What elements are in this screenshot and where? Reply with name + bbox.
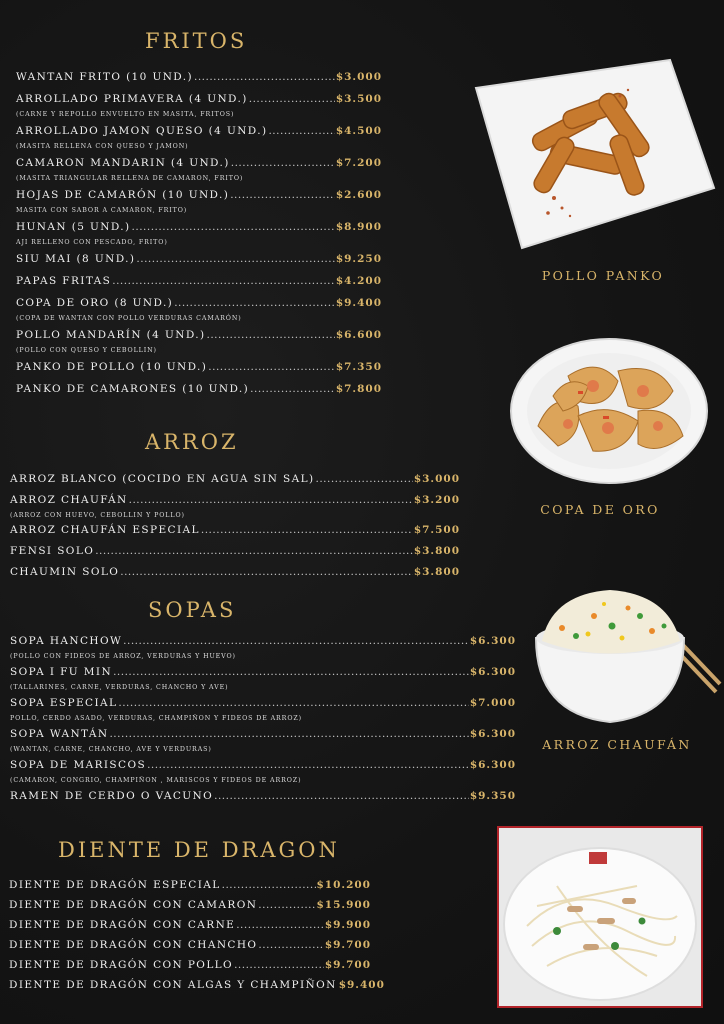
dot-leader	[231, 157, 335, 170]
arroz-chaufan-photo	[532, 586, 722, 726]
menu-item-price: $7.200	[335, 157, 382, 169]
menu-item-line	[16, 221, 382, 234]
menu-item-line	[16, 189, 382, 202]
menu-item-price: $9.900	[324, 919, 371, 931]
dot-leader	[109, 728, 468, 741]
menu-item	[9, 979, 385, 992]
menu-item-name: SOPA WANTÁN	[10, 728, 109, 740]
menu-item-line	[16, 275, 382, 288]
menu-item	[10, 473, 460, 486]
menu-item-price: $7.500	[413, 524, 460, 536]
menu-item-price: $3.200	[413, 494, 460, 506]
menu-item-price: $9.700	[324, 939, 371, 951]
menu-item-line	[16, 383, 382, 396]
dot-leader	[208, 361, 335, 374]
menu-item-name: COPA DE ORO (8 UND.)	[16, 297, 174, 309]
menu-item-price: $9.400	[335, 297, 382, 309]
dot-leader	[207, 329, 335, 342]
menu-item-name: DIENTE DE DRAGÓN CON CAMARON	[9, 899, 258, 911]
menu-item-price: $6.600	[335, 329, 382, 341]
menu-item	[16, 71, 382, 84]
menu-item-name: ARROLLADO PRIMAVERA (4 UND.)	[16, 93, 248, 105]
menu-item-price: $9.400	[338, 979, 385, 991]
menu-item-line	[9, 979, 385, 992]
dot-leader	[250, 383, 335, 396]
menu-item-line	[16, 329, 382, 342]
menu-item	[16, 221, 382, 247]
menu-item-line	[16, 71, 382, 84]
menu-item-line	[16, 157, 382, 170]
menu-item-price: $8.900	[335, 221, 382, 233]
menu-item	[9, 879, 371, 892]
menu-item-name: PANKO DE CAMARONES (10 UND.)	[16, 383, 250, 395]
menu-item-line	[10, 494, 460, 507]
menu-item-line	[10, 524, 460, 537]
dot-leader	[174, 297, 335, 310]
menu-item-price: $7.800	[335, 383, 382, 395]
menu-item	[9, 939, 371, 952]
menu-item-name: CAMARON MANDARIN (4 UND.)	[16, 157, 230, 169]
menu-item-price: $4.200	[335, 275, 382, 287]
menu-item-price: $15.900	[316, 899, 371, 911]
pollo-panko-caption: POLLO PANKO	[541, 268, 665, 283]
menu-item-line	[10, 697, 516, 710]
menu-item-name: SOPA I FU MIN	[10, 666, 113, 678]
dot-leader	[113, 666, 469, 679]
menu-item	[10, 566, 460, 579]
fritos-list	[16, 71, 382, 405]
menu-item-price: $6.300	[469, 635, 516, 647]
dot-leader	[214, 790, 469, 803]
dot-leader	[234, 959, 324, 972]
menu-item-line	[10, 545, 460, 558]
menu-item	[16, 93, 382, 119]
dot-leader	[258, 899, 315, 912]
menu-item	[16, 361, 382, 374]
menu-item-name: PANKO DE POLLO (10 UND.)	[16, 361, 208, 373]
dot-leader	[201, 524, 413, 537]
arroz-list	[10, 473, 460, 587]
diente-title: DIENTE DE DRAGON	[58, 838, 340, 862]
dot-leader	[112, 275, 335, 288]
menu-item-line	[9, 879, 371, 892]
menu-item	[9, 899, 371, 912]
menu-item-line	[16, 93, 382, 106]
dot-leader	[129, 494, 413, 507]
menu-item-name: FENSI SOLO	[10, 545, 95, 557]
menu-item-price: $7.350	[335, 361, 382, 373]
menu-item-line	[9, 939, 371, 952]
dot-leader	[249, 93, 335, 106]
menu-item-line	[16, 361, 382, 374]
menu-item-description: AJI RELLENO CON PESCADO, FRITO)	[16, 239, 168, 246]
menu-item-description: (WANTAN, CARNE, CHANCHO, AVE Y VERDURAS)	[10, 746, 212, 753]
menu-item-price: $3.800	[413, 566, 460, 578]
menu-item-name: SOPA ESPECIAL	[10, 697, 118, 709]
menu-item-line	[16, 297, 382, 310]
menu-item-name: WANTAN FRITO (10 UND.)	[16, 71, 193, 83]
menu-item-line	[10, 635, 516, 648]
menu-item-name: ARROZ CHAUFÁN	[10, 494, 128, 506]
sopas-list	[10, 635, 516, 811]
menu-item-line	[10, 790, 516, 803]
menu-item	[9, 919, 371, 932]
dot-leader	[118, 697, 468, 710]
diente-de-dragon-photo	[497, 826, 703, 1008]
dot-leader	[194, 71, 335, 84]
menu-item-name: HOJAS DE CAMARÓN (10 UND.)	[16, 189, 230, 201]
menu-item-name: POLLO MANDARÍN (4 UND.)	[16, 329, 206, 341]
menu-item-price: $6.300	[469, 728, 516, 740]
dot-leader	[95, 545, 413, 558]
menu-item-description: (CARNE Y REPOLLO ENVUELTO EN MASITA, FRITOS)	[16, 111, 235, 118]
menu-item-name: ARROLLADO JAMON QUESO (4 UND.)	[16, 125, 268, 137]
sopas-title: SOPAS	[148, 598, 237, 622]
menu-item-name: CHAUMIN SOLO	[10, 566, 120, 578]
diente-list	[9, 879, 385, 999]
dot-leader	[123, 635, 469, 648]
menu-item-name: RAMEN DE CERDO O VACUNO	[10, 790, 214, 802]
arroz-title: ARROZ	[145, 430, 239, 454]
menu-item-price: $3.500	[335, 93, 382, 105]
menu-item-name: ARROZ CHAUFÁN ESPECIAL	[10, 524, 200, 536]
menu-item	[10, 635, 516, 661]
menu-item	[10, 728, 516, 754]
menu-item	[16, 157, 382, 183]
copa-de-oro-photo	[508, 336, 710, 486]
menu-item-line	[9, 919, 371, 932]
menu-item-price: $3.000	[413, 473, 460, 485]
dot-leader	[268, 125, 334, 138]
menu-item-name: DIENTE DE DRAGÓN CON POLLO	[9, 959, 234, 971]
menu-item-price: $9.350	[469, 790, 516, 802]
menu-item-description: (CAMARON, CONGRIO, CHAMPIÑON , MARISCOS Y FIDEOS DE ARROZ)	[10, 777, 302, 784]
menu-item-name: DIENTE DE DRAGÓN ESPECIAL	[9, 879, 221, 891]
dot-leader	[132, 221, 335, 234]
menu-item	[10, 790, 516, 803]
menu-item	[10, 697, 516, 723]
menu-item-description: (COPA DE WANTAN CON POLLO VERDURAS CAMARÓN)	[16, 315, 242, 322]
dot-leader	[136, 253, 334, 266]
dot-leader	[315, 473, 412, 486]
menu-item-price: $9.700	[324, 959, 371, 971]
dot-leader	[120, 566, 413, 579]
menu-item-description: (POLLO CON QUESO Y CEBOLLIN)	[16, 347, 157, 354]
menu-item	[16, 125, 382, 151]
menu-item-line	[16, 125, 382, 138]
menu-item-price: $7.000	[469, 697, 516, 709]
menu-item-price: $3.800	[413, 545, 460, 557]
menu-item-price: $9.250	[335, 253, 382, 265]
menu-item-line	[10, 759, 516, 772]
dot-leader	[258, 939, 323, 952]
menu-item-name: SOPA DE MARISCOS	[10, 759, 147, 771]
menu-item-line	[10, 728, 516, 741]
menu-item-name: PAPAS FRITAS	[16, 275, 112, 287]
menu-item-name: SOPA HANCHOW	[10, 635, 123, 647]
menu-item-name: DIENTE DE DRAGÓN CON CHANCHO	[9, 939, 258, 951]
menu-item-line	[10, 473, 460, 486]
menu-item-description: (MASITA RELLENA CON QUESO Y JAMON)	[16, 143, 189, 150]
dot-leader	[230, 189, 335, 202]
menu-item-description: (POLLO CON FIDEOS DE ARROZ, VERDURAS Y HUEVO)	[10, 653, 236, 660]
menu-item-name: DIENTE DE DRAGÓN CON ALGAS Y CHAMPIÑON	[9, 979, 337, 991]
arroz-chaufan-caption: ARROZ CHAUFÁN	[542, 737, 692, 752]
menu-item	[9, 959, 371, 972]
menu-item-description: (TALLARINES, CARNE, VERDURAS, CHANCHO Y AVE)	[10, 684, 229, 691]
menu-item-description: (ARROZ CON HUEVO, CEBOLLIN Y POLLO)	[10, 512, 185, 519]
copa-de-oro-caption: COPA DE ORO	[540, 502, 660, 517]
menu-item-price: $4.500	[335, 125, 382, 137]
menu-item-name: HUNAN (5 UND.)	[16, 221, 131, 233]
menu-item	[16, 275, 382, 288]
menu-item-price: $3.000	[335, 71, 382, 83]
menu-item	[16, 253, 382, 266]
menu-item	[16, 383, 382, 396]
menu-item-price: $6.300	[469, 666, 516, 678]
menu-item-description: POLLO, CERDO ASADO, VERDURAS, CHAMPIÑON Y FIDEOS DE ARROZ)	[10, 715, 303, 722]
menu-item	[10, 666, 516, 692]
menu-item-line	[9, 959, 371, 972]
menu-item-line	[9, 899, 371, 912]
menu-item-line	[10, 666, 516, 679]
menu-item-name: SIU MAI (8 UND.)	[16, 253, 136, 265]
menu-item	[10, 759, 516, 785]
menu-item	[16, 329, 382, 355]
menu-item-price: $6.300	[469, 759, 516, 771]
menu-item	[10, 545, 460, 558]
dot-leader	[222, 879, 316, 892]
menu-item-line	[16, 253, 382, 266]
menu-item	[16, 297, 382, 323]
menu-item-price: $10.200	[316, 879, 371, 891]
menu-item-description: (MASITA TRIANGULAR RELLENA DE CAMARON, FRITO)	[16, 175, 244, 182]
menu-item-price: $2.600	[335, 189, 382, 201]
menu-item-name: DIENTE DE DRAGÓN CON CARNE	[9, 919, 236, 931]
dot-leader	[147, 759, 469, 772]
fritos-title: FRITOS	[145, 29, 248, 53]
dot-leader	[236, 919, 324, 932]
menu-item-line	[10, 566, 460, 579]
menu-item	[10, 494, 460, 520]
menu-item-description: MASITA CON SABOR A CAMARON, FRITO)	[16, 207, 188, 214]
menu-item-name: ARROZ BLANCO (COCIDO EN AGUA SIN SAL)	[10, 473, 315, 485]
menu-item	[10, 524, 460, 537]
menu-item	[16, 189, 382, 215]
pollo-panko-photo	[470, 58, 716, 250]
